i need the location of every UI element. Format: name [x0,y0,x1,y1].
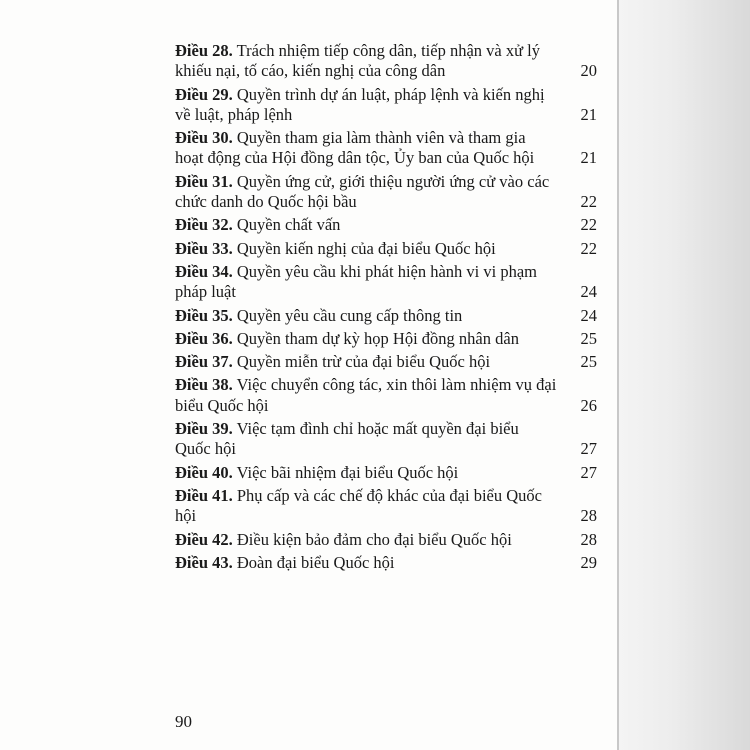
entry-number: Điều 29. [175,84,233,104]
toc-entry [175,419,597,460]
entry-page: 25 [580,352,597,372]
entry-number: Điều 32. [175,215,233,235]
entry-number: Điều 34. [175,261,233,281]
entry-title: Việc bãi nhiệm đại biểu Quốc hội [232,462,459,482]
entry-title: Điều kiện bảo đảm cho đại biểu Quốc hội [232,529,512,549]
entry-page: 21 [580,148,597,168]
entry-page: 22 [580,215,597,235]
toc-entry [175,352,597,372]
entry-page: 20 [580,61,597,81]
entry-title: Quyền ứng cử, giới thiệu người ứng cử vào các chức danh do Quốc hội bầu [175,171,550,212]
toc-entry [175,85,597,126]
entry-page: 28 [580,529,597,549]
toc-entry [175,41,597,82]
toc-entry [175,463,597,483]
entry-number: Điều 35. [175,305,233,325]
entry-title: Quyền tham gia làm thành viên và tham gia hoạt động của Hội đồng dân tộc, Ủy ban của Quốc hội [175,128,535,168]
toc-entry [175,128,597,169]
toc-entry [175,262,597,303]
entry-title: Việc chuyển công tác, xin thôi làm nhiệm vụ đại biểu Quốc hội [175,375,557,415]
entry-title: Đoàn đại biểu Quốc hội [232,552,395,572]
entry-number: Điều 36. [175,328,233,348]
table-of-contents [175,41,597,576]
entry-number: Điều 33. [175,238,233,258]
entry-number: Điều 28. [175,41,233,60]
entry-number: Điều 39. [175,419,233,439]
entry-page: 21 [580,104,597,124]
page-edge-shadow [618,0,750,750]
toc-entry [175,553,597,573]
toc-entry [175,486,597,527]
entry-number: Điều 43. [175,552,233,572]
entry-number: Điều 37. [175,352,233,372]
entry-title: Việc tạm đình chỉ hoặc mất quyền đại biểu Quốc hội [175,419,519,459]
toc-entry [175,329,597,349]
toc-entry [175,375,597,416]
entry-number: Điều 41. [175,485,233,505]
entry-page: 28 [580,506,597,526]
entry-number: Điều 42. [175,529,233,549]
entry-number: Điều 38. [175,375,233,395]
entry-title: Quyền chất vấn [232,215,341,235]
toc-entry [175,306,597,326]
entry-title: Quyền kiến nghị của đại biểu Quốc hội [232,238,496,258]
entry-page: 22 [580,192,597,212]
entry-page: 27 [580,462,597,482]
page-gutter-line [617,0,619,750]
entry-number: Điều 30. [175,128,233,148]
entry-title: Quyền miễn trừ của đại biểu Quốc hội [232,352,491,372]
toc-entry [175,239,597,259]
toc-entry [175,215,597,235]
entry-title: Phụ cấp và các chế độ khác của đại biểu Quốc hội [175,485,542,526]
entry-page: 22 [580,238,597,258]
entry-page: 29 [580,552,597,572]
entry-title: Quyền yêu cầu cung cấp thông tin [232,305,463,325]
entry-page: 26 [580,395,597,415]
entry-page: 27 [580,439,597,459]
entry-title: Trách nhiệm tiếp công dân, tiếp nhận và xử lý khiếu nại, tố cáo, kiến nghị của công dân [175,41,541,81]
entry-title: Quyền yêu cầu khi phát hiện hành vi vi phạm pháp luật [175,261,538,302]
page-number: 90 [175,712,192,731]
toc-entry [175,530,597,550]
entry-number: Điều 40. [175,462,233,482]
entry-page: 25 [580,328,597,348]
entry-title: Quyền tham dự kỳ họp Hội đồng nhân dân [232,328,519,348]
toc-entry [175,172,597,213]
entry-page: 24 [580,282,597,302]
entry-title: Quyền trình dự án luật, pháp lệnh và kiến nghị về luật, pháp lệnh [175,84,545,124]
entry-page: 24 [580,305,597,325]
entry-number: Điều 31. [175,171,233,191]
